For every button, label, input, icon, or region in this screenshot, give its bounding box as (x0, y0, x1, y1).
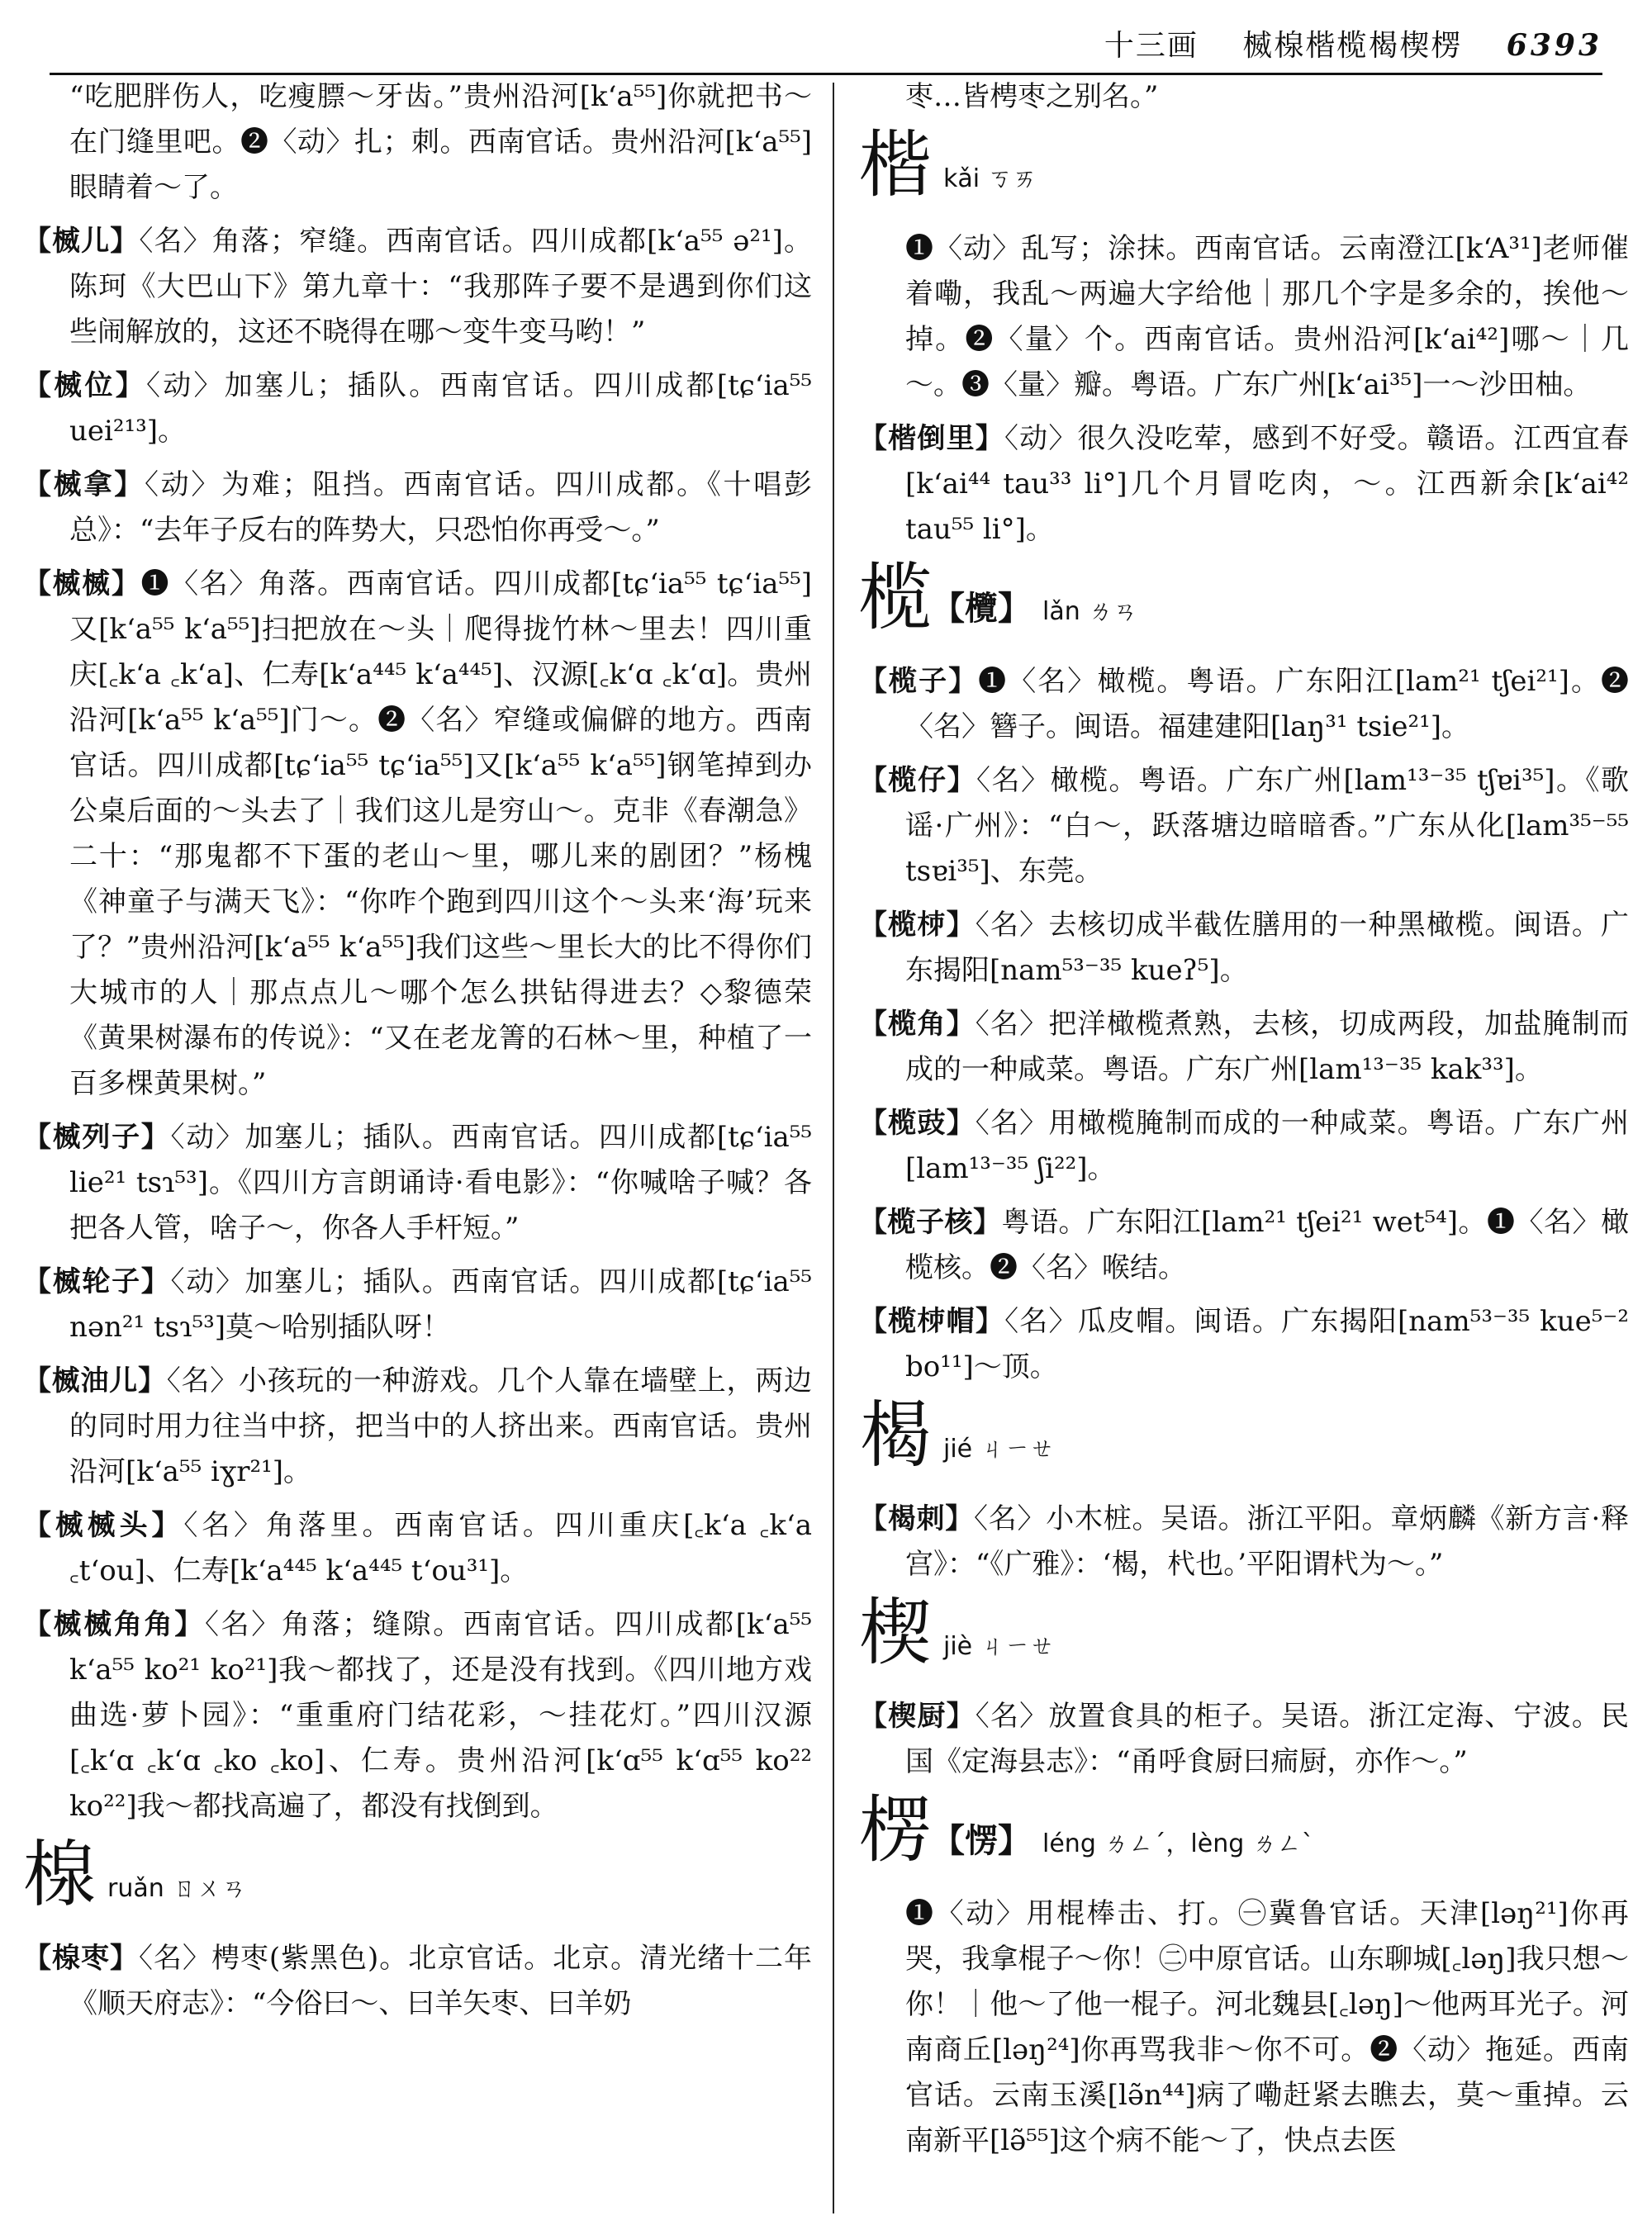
entry-definition: 〈名〉橄榄。粤语。广东广州[lam¹³⁻³⁵ tʃɐi³⁵]。《歌谣·广州》：“白～，跃落塘边暗暗香。”广东从化[lam³⁵⁻⁵⁵ tsɐi³⁵]、东莞。 (905, 764, 1629, 888)
entry-definition: 〈动〉加塞儿；插队。西南官话。四川成都[tɕ‘ia⁵⁵ nən²¹ tsɿ⁵³]莫～哈别插队呀！ (69, 1265, 812, 1344)
entry-headword: 【榄𣐈帽】 (859, 1305, 1005, 1338)
entry-headword: 【楲楲角角】 (23, 1608, 205, 1641)
header-characters: 楲楾楷榄楬楔楞 (1242, 29, 1463, 63)
header-text (1104, 22, 1602, 64)
right-column (859, 74, 1629, 2222)
entry-headword: 【楷倒里】 (859, 422, 1004, 455)
head-character: 楷 (859, 122, 933, 207)
entry-continuation: ❶〈动〉乱写；涂抹。西南官话。云南澄江[k‘A³¹]老师催着嘞，我乱～两遍大字给他｜那几个字是多余的，挨他～掉。❷〈量〉个。西南官话。贵州沿河[k‘ai⁴²]哪～｜几～。❸〈量〉瓣。粤语。广东广州[k‘ai³⁵]一～沙田柚。 (905, 232, 1629, 401)
dictionary-entry (859, 1101, 1629, 1192)
head-character: 楬 (859, 1393, 933, 1478)
entry-definition: ❶〈名〉角落。西南官话。四川成都[tɕ‘ia⁵⁵ tɕ‘ia⁵⁵]又[k‘a⁵⁵ k‘a⁵⁵]扫把放在～头｜爬得拢竹林～里去！四川重庆[꜀k‘a ꜀k‘a]、仁寿[k‘a⁴⁴⁵ k‘a⁴⁴⁵]、汉源[꜀k‘ɑ ꜀k‘ɑ]。贵州沿河[k‘a⁵⁵ k‘a⁵⁵]门～。❷〈名〉窄缝或偏僻的地方。西南官话。四川成都[tɕ‘ia⁵⁵ tɕ‘ia⁵⁵]又[k‘a⁵⁵ k‘a⁵⁵]钢笔掉到办公桌后面的～头去了｜我们这儿是穷山～。克非《春潮急》二十：“那鬼都不下蛋的老山～里，哪儿来的剧团？”杨槐《神童子与满天飞》：“你咋个跑到四川这个～头来‘海’玩来了？”贵州沿河[k‘a⁵⁵ k‘a⁵⁵]我们这些～里长大的比不得你们大城市的人｜那点点儿～哪个怎么拱钻得进去？◇黎德荣《黄果树瀑布的传说》：“又在老龙箐的石林～里，种植了一百多棵黄果树。” (69, 567, 812, 1100)
dictionary-entry (859, 758, 1629, 894)
pinyin-zhuyin: léng ㄌㄥˊ，lèng ㄌㄥˋ (1042, 1829, 1314, 1858)
entry-headword: 【楲位】 (23, 369, 147, 402)
dictionary-entry (23, 562, 812, 1107)
dictionary-entry (859, 1002, 1629, 1093)
dictionary-entry (23, 1359, 812, 1495)
dictionary-entry (23, 219, 812, 355)
dictionary-entry (859, 1299, 1629, 1390)
pinyin-zhuyin: kǎi ㄎㄞ (943, 164, 1037, 193)
dictionary-entry (859, 903, 1629, 994)
entry-headword: 【楾枣】 (23, 1942, 139, 1975)
entry-definition: 〈动〉为难；阻挡。西南官话。四川成都。《十唱彭总》：“去年子反右的阵势大，只恐怕你再受～。” (69, 468, 812, 547)
entry-definition: 粤语。广东阳江[lam²¹ tʃei²¹ wet⁵⁴]。❶〈名〉橄榄核。❷〈名〉喉结。 (905, 1206, 1629, 1284)
entry-definition: 〈动〉加塞儿；插队。西南官话。四川成都[tɕ‘ia⁵⁵ lie²¹ tsɿ⁵³]。《四川方言朗诵诗·看电影》：“你喊啥子喊？各把各人管，啥子～，你各人手杆短。” (69, 1121, 812, 1245)
traditional-form: 【欖】 (932, 589, 1032, 628)
pinyin-zhuyin: jié ㄐㄧㄝ (943, 1435, 1055, 1464)
character-heading (859, 1590, 1629, 1687)
page-number: 6393 (1506, 28, 1602, 63)
entry-definition: 〈名〉瓜皮帽。闽语。广东揭阳[nam⁵³⁻³⁵ kue⁵⁻² bo¹¹]～顶。 (905, 1305, 1629, 1383)
entry-continuation: “吃肥胖伤人，吃瘦膘～牙齿。”贵州沿河[k‘a⁵⁵]你就把书～在门缝里吧。❷〈动〉扎；刺。西南官话。贵州沿河[k‘a⁵⁵]眼睛着～了。 (69, 80, 812, 204)
character-heading (859, 555, 1629, 652)
entry-headword: 【榄子核】 (859, 1206, 1002, 1239)
entry-definition: 〈名〉梬枣(紫黑色)。北京官话。北京。清光绪十二年《顺天府志》：“今俗曰～、曰羊矢枣、曰羊奶 (69, 1942, 812, 2020)
dictionary-entry (859, 416, 1629, 553)
entry-headword: 【榄子】 (859, 665, 979, 698)
entry-definition: 〈名〉角落；窄缝。西南官话。四川成都[k‘a⁵⁵ ə²¹]。陈珂《大巴山下》第九章十：“我那阵子要不是遇到你们这些闹解放的，这还不晓得在哪～变牛变马哟！” (69, 225, 812, 349)
head-character: 楾 (23, 1832, 97, 1917)
dictionary-entry (859, 1200, 1629, 1291)
entry-continuation: ❶〈动〉用棍棒击、打。㊀冀鲁官话。天津[ləŋ²¹]你再哭，我拿棍子～你！㊁中原官话。山东聊城[꜀ləŋ]我只想～你！｜他～了他一棍子。河北魏县[꜀ləŋ]～他两耳光子。河南商丘[ləŋ²⁴]你再骂我非～你不可。❷〈动〉拖延。西南官话。云南玉溪[lə̃n⁴⁴]病了嘞赶紧去瞧去，莫～重掉。云南新平[lə̃⁵⁵]这个病不能～了，快点去医 (905, 1897, 1629, 2157)
dictionary-entry (23, 363, 812, 454)
entry-definition: 〈名〉用橄榄腌制而成的一种咸菜。粤语。广东广州[lam¹³⁻³⁵ ʃi²²]。 (905, 1107, 1629, 1185)
traditional-form: 【愣】 (932, 1821, 1032, 1860)
column-divider (833, 83, 834, 2213)
dictionary-entry (23, 1260, 812, 1350)
entry-headword: 【楬刺】 (859, 1502, 974, 1535)
pinyin-zhuyin: lǎn ㄌㄢ (1042, 597, 1138, 626)
pinyin-zhuyin: ruǎn ㄖㄨㄢ (107, 1874, 247, 1903)
entry-definition: 〈动〉加塞儿；插队。西南官话。四川成都[tɕ‘ia⁵⁵ uei²¹³]。 (69, 369, 812, 448)
pinyin-zhuyin: jiè ㄐㄧㄝ (943, 1632, 1055, 1661)
dictionary-entry (23, 1503, 812, 1594)
page-header (50, 15, 1602, 75)
entry-headword: 【楲楲】 (23, 567, 141, 600)
entry-definition: 〈名〉小孩玩的一种游戏。几个人靠在墙壁上，两边的同时用力往当中挤，把当中的人挤出来。西南官话。贵州沿河[k‘a⁵⁵ iɣr²¹]。 (69, 1364, 812, 1488)
dictionary-entry (23, 463, 812, 553)
dictionary-entry (859, 1694, 1629, 1785)
entry-definition: 〈名〉角落；缝隙。西南官话。四川成都[k‘a⁵⁵ k‘a⁵⁵ ko²¹ ko²¹]我～都找了，还是没有找到。《四川地方戏曲选·萝卜园》：“重重府门结花彩，～挂花灯。”四川汉源[꜀k‘ɑ ꜀k‘ɑ ꜀ko ꜀ko]、仁寿。贵州沿河[k‘ɑ⁵⁵ k‘ɑ⁵⁵ ko²² ko²²]我～都找高遍了，都没有找倒到。 (69, 1608, 812, 1823)
entry-definition: 〈名〉去核切成半截佐膳用的一种黑橄榄。闽语。广东揭阳[nam⁵³⁻³⁵ kueʔ⁵]。 (905, 909, 1629, 987)
entry-headword: 【榄仔】 (859, 764, 977, 797)
entry-definition: 〈名〉角落里。西南官话。四川重庆[꜀k‘a ꜀k‘a ꜀t‘ou]、仁寿[k‘a⁴⁴⁵ k‘a⁴⁴⁵ t‘ou³¹]。 (69, 1509, 812, 1587)
character-heading (23, 1832, 812, 1929)
entry-headword: 【楲列子】 (23, 1121, 171, 1154)
dictionary-entry (23, 1936, 812, 2027)
left-column (23, 74, 812, 2222)
entry-headword: 【楲儿】 (23, 225, 140, 258)
entry-headword: 【楲油儿】 (23, 1364, 167, 1397)
entry-headword: 【楲轮子】 (23, 1265, 171, 1298)
entry-definition: 〈名〉小木桩。吴语。浙江平阳。章炳麟《新方言·释宫》：“《广雅》：‘楬，杙也。’平阳谓杙为～。” (905, 1502, 1629, 1581)
entry-headword: 【榄角】 (859, 1008, 976, 1041)
entry-headword: 【榄豉】 (859, 1107, 976, 1140)
entry-definition: ❶〈名〉橄榄。粤语。广东阳江[lam²¹ tʃei²¹]。❷〈名〉簪子。闽语。福建建阳[laŋ³¹ tsie²¹]。 (905, 665, 1629, 743)
entry-headword: 【楔厨】 (859, 1700, 976, 1733)
entry-headword: 【楲拿】 (23, 468, 145, 501)
entry-definition: 〈名〉把洋橄榄煮熟，去核，切成两段，加盐腌制而成的一种咸菜。粤语。广东广州[lam¹³⁻³⁵ kak³³]。 (905, 1008, 1629, 1086)
dictionary-entry (859, 659, 1629, 750)
head-character: 榄 (859, 555, 933, 640)
character-heading (859, 122, 1629, 220)
entry-continuation: 枣…皆梬枣之别名。” (905, 80, 1159, 113)
dictionary-entry (859, 1497, 1629, 1587)
character-heading (859, 1787, 1629, 1885)
entry-headword: 【榄𣐈】 (859, 909, 976, 942)
dictionary-entry (23, 1115, 812, 1251)
entry-definition: 〈动〉很久没吃荤，感到不好受。赣语。江西宜春[k‘ai⁴⁴ tau³³ li°]几个月冒吃肉，～。江西新余[k‘ai⁴² tau⁵⁵ li°]。 (905, 422, 1629, 546)
dictionary-entry (23, 1602, 812, 1829)
header-section: 十三画 (1104, 29, 1199, 63)
entry-headword: 【楲楲头】 (23, 1509, 184, 1542)
head-character: 楔 (859, 1590, 933, 1675)
character-heading (859, 1393, 1629, 1490)
head-character: 楞 (859, 1787, 933, 1872)
entry-definition: 〈名〉放置食具的柜子。吴语。浙江定海、宁波。民国《定海县志》：“甬呼食厨曰㾍厨，亦作～。” (905, 1700, 1629, 1778)
